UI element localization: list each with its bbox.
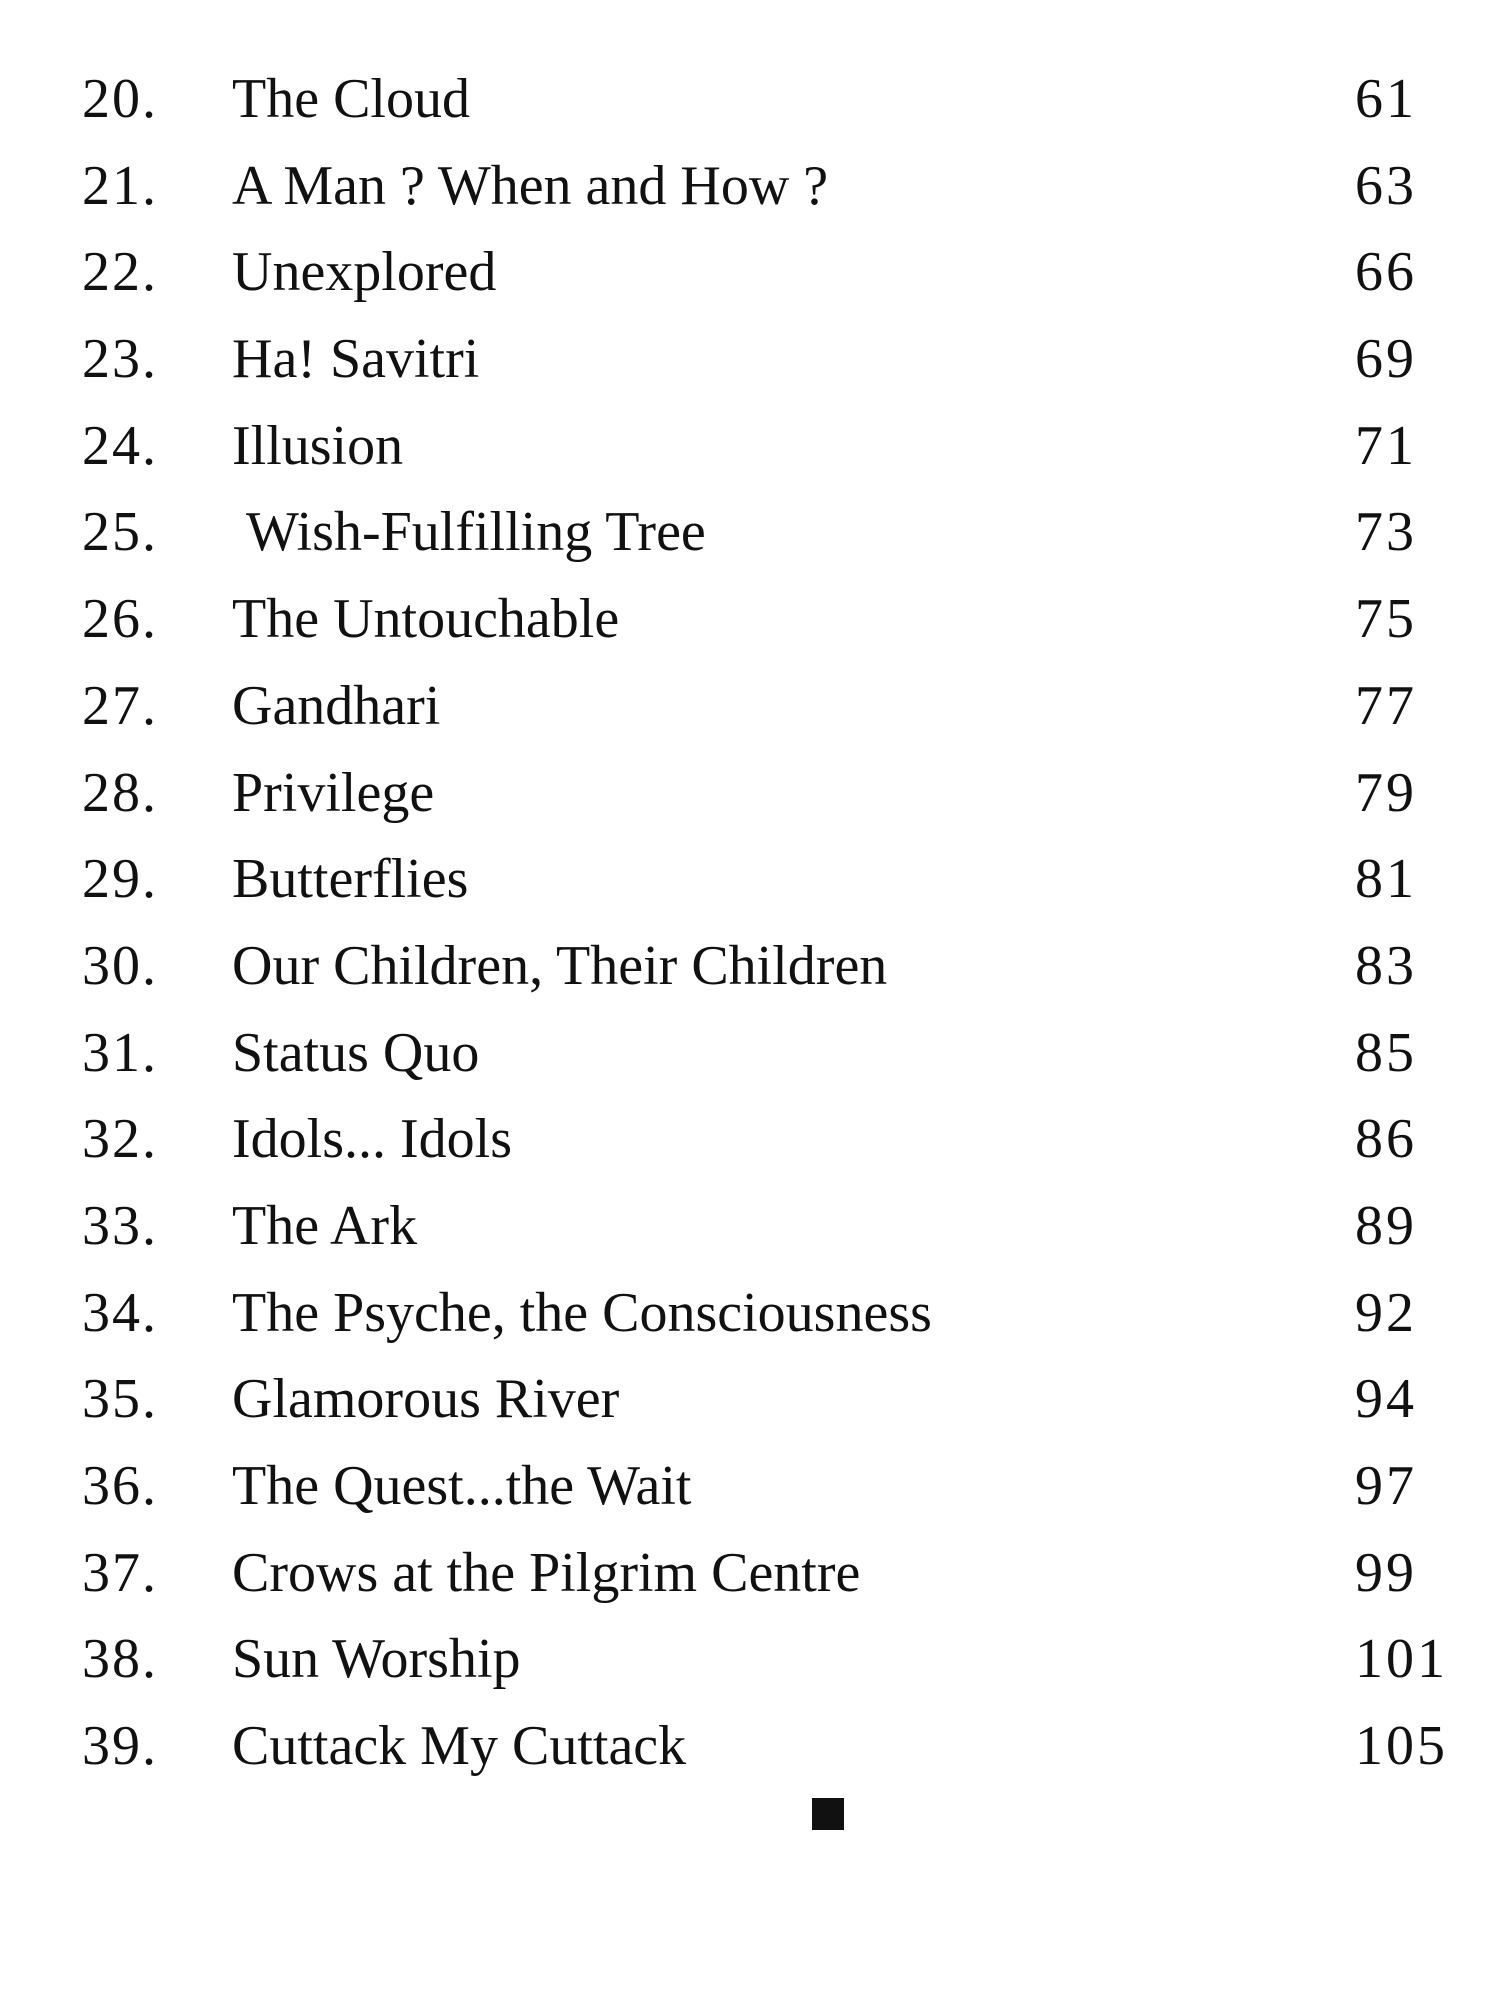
toc-entry-number: 23.	[82, 328, 158, 391]
toc-entry-title: Cuttack My Cuttack	[232, 1715, 687, 1778]
toc-entry-number: 36.	[82, 1455, 158, 1517]
toc-entry-page: 83	[1355, 934, 1417, 997]
toc-entry-number: 28.	[82, 761, 158, 824]
toc-entry-page: 71	[1355, 414, 1417, 477]
toc-entry-page: 92	[1355, 1281, 1417, 1344]
toc-entry	[0, 489, 1500, 576]
toc-entry-page: 101	[1355, 1628, 1448, 1691]
toc-entry-page: 89	[1355, 1194, 1417, 1257]
toc-entry-page: 79	[1355, 761, 1417, 824]
toc-entry	[0, 1703, 1500, 1790]
toc-entry-number: 35.	[82, 1368, 158, 1431]
toc-entry	[0, 1530, 1500, 1617]
toc-entry-title: Crows at the Pilgrim Centre	[232, 1541, 861, 1604]
toc-entry-page: 94	[1355, 1368, 1417, 1431]
toc-entry-page: 99	[1355, 1541, 1417, 1604]
toc-entry-page: 81	[1355, 848, 1417, 911]
toc-entry-page: 86	[1355, 1108, 1417, 1171]
toc-entry-number: 32.	[82, 1108, 158, 1171]
toc-entry-title: The Ark	[232, 1194, 418, 1257]
toc-entry-title: The Untouchable	[232, 588, 620, 651]
toc-entry	[0, 143, 1500, 230]
toc-entry-page: 61	[1355, 68, 1417, 130]
toc-entry-title: Privilege	[232, 761, 435, 824]
toc-entry-page: 73	[1355, 501, 1417, 564]
toc-entry-number: 37.	[82, 1541, 158, 1604]
toc-entry	[0, 1443, 1500, 1530]
toc-entry-title: Idols... Idols	[232, 1108, 512, 1171]
toc-entry-number: 26.	[82, 588, 158, 651]
toc-entry	[0, 836, 1500, 923]
toc-entry	[0, 403, 1500, 490]
toc-entry-number: 31.	[82, 1021, 158, 1084]
toc-entry-title: Status Quo	[232, 1021, 480, 1084]
toc-entry-page: 97	[1355, 1455, 1417, 1517]
toc-entry-number: 20.	[82, 68, 158, 130]
toc-entry-title: Our Children, Their Children	[232, 934, 888, 997]
toc-entry	[0, 229, 1500, 316]
toc-entry-title: Illusion	[232, 414, 404, 477]
toc-entry-page: 77	[1355, 674, 1417, 737]
toc-entry-number: 38.	[82, 1628, 158, 1691]
toc-entry	[0, 576, 1500, 663]
toc-entry	[0, 1010, 1500, 1097]
toc-entry-title: A Man ? When and How ?	[232, 154, 829, 217]
toc-entry-number: 30.	[82, 934, 158, 997]
toc-entry-title: Wish-Fulfilling Tree	[246, 501, 706, 564]
toc-entry-title: The Quest...the Wait	[232, 1455, 692, 1517]
toc-entry-page: 105	[1355, 1715, 1448, 1778]
toc-entry-number: 25.	[82, 501, 158, 564]
toc-entry	[0, 750, 1500, 837]
toc-entry-title: The Psyche, the Consciousness	[232, 1281, 932, 1344]
toc-entry	[0, 663, 1500, 750]
toc-entry-number: 29.	[82, 848, 158, 911]
toc-entry-number: 39.	[82, 1715, 158, 1778]
toc-entry-title: Gandhari	[232, 674, 441, 737]
black-square-icon	[812, 1798, 844, 1830]
toc-entry-page: 69	[1355, 328, 1417, 391]
toc-entry	[0, 1356, 1500, 1443]
toc-entry-number: 34.	[82, 1281, 158, 1344]
toc-entry	[0, 923, 1500, 1010]
toc-entry	[0, 1183, 1500, 1270]
toc-entry-title: Butterflies	[232, 848, 469, 911]
toc-entry-page: 85	[1355, 1021, 1417, 1084]
toc-entry-title: Sun Worship	[232, 1628, 521, 1691]
toc-entry	[0, 316, 1500, 403]
toc-entry	[0, 56, 1500, 143]
toc-entry	[0, 1616, 1500, 1703]
toc-entry-title: Unexplored	[232, 241, 497, 304]
toc-entry-number: 33.	[82, 1194, 158, 1257]
toc-entry	[0, 1096, 1500, 1183]
toc-entry-page: 66	[1355, 241, 1417, 304]
toc-entry-page: 63	[1355, 154, 1417, 217]
toc-entry-number: 22.	[82, 241, 158, 304]
toc-entry-title: The Cloud	[232, 68, 470, 130]
toc-entry-title: Ha! Savitri	[232, 328, 480, 391]
table-of-contents	[0, 56, 1500, 1790]
toc-entry	[0, 1270, 1500, 1357]
toc-entry-page: 75	[1355, 588, 1417, 651]
toc-entry-number: 21.	[82, 154, 158, 217]
toc-entry-number: 24.	[82, 414, 158, 477]
toc-entry-title: Glamorous River	[232, 1368, 620, 1431]
toc-entry-number: 27.	[82, 674, 158, 737]
